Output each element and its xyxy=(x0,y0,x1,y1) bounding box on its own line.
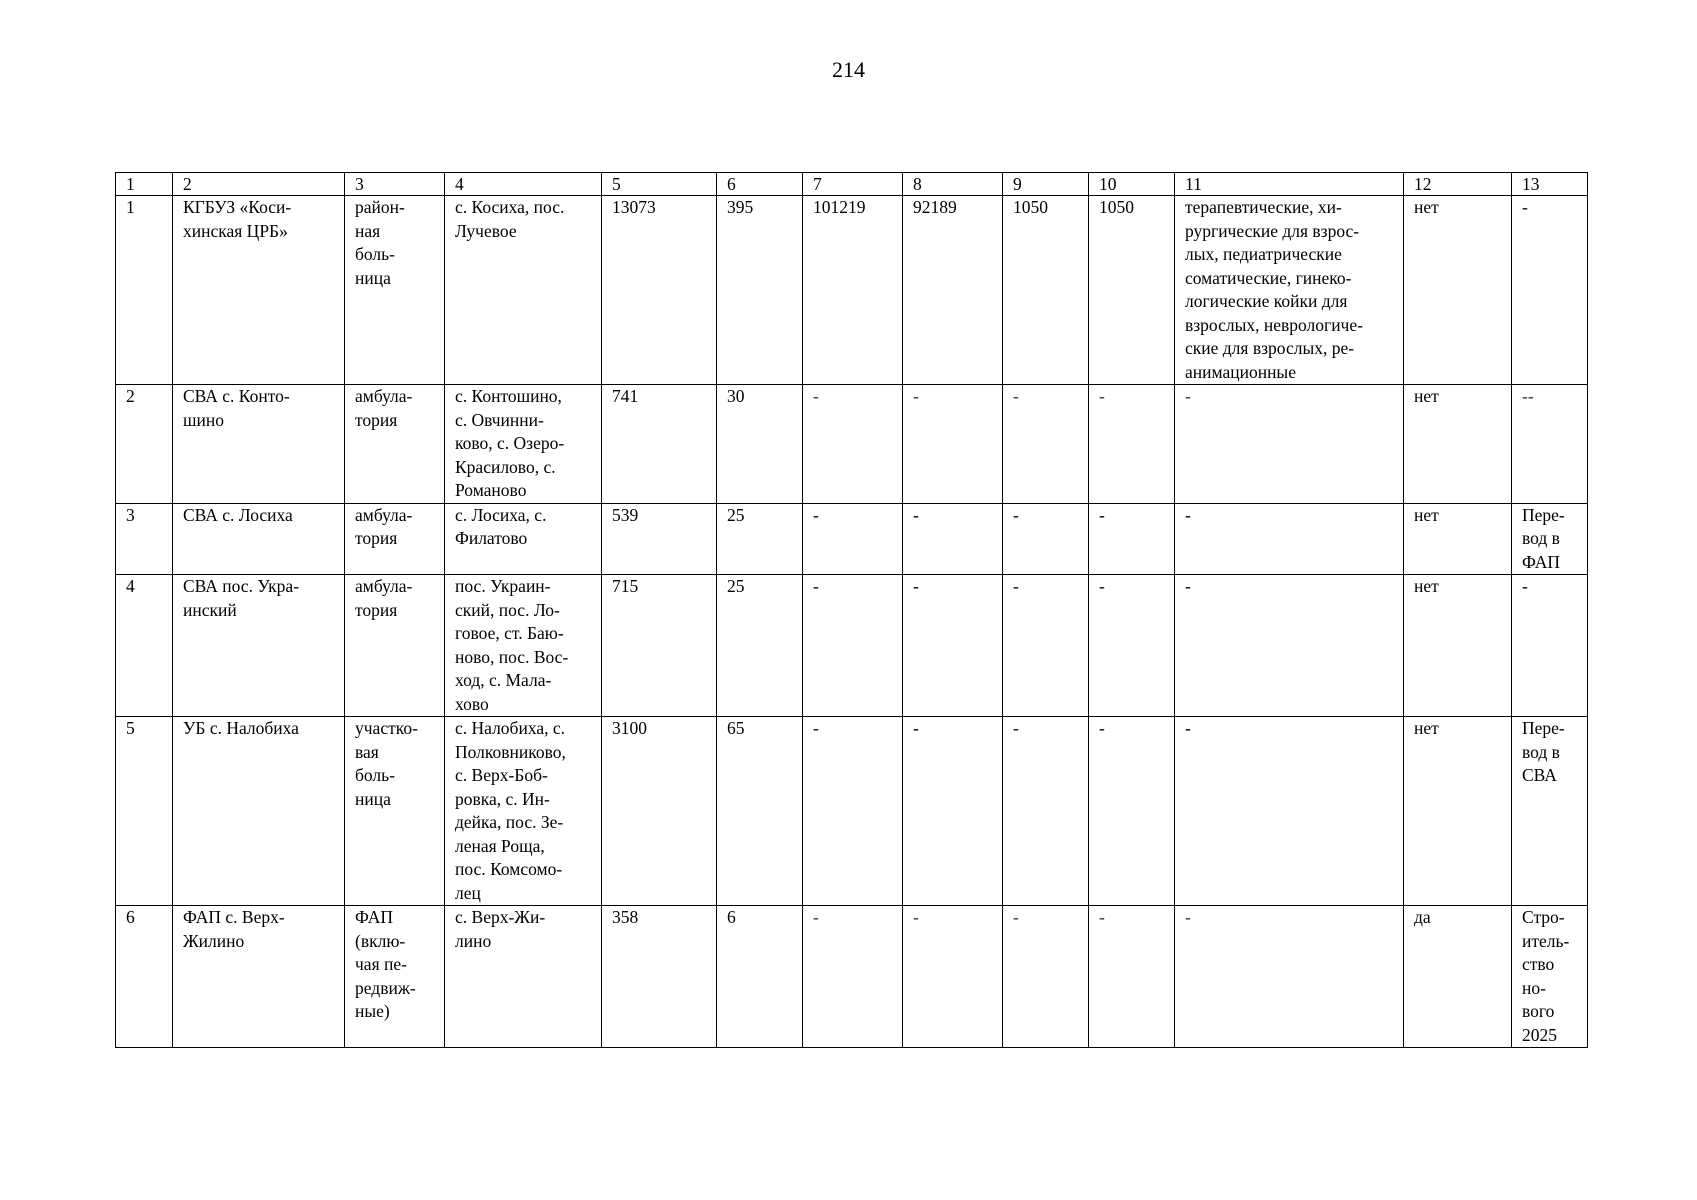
settlements-cell: с. Косиха, пос. Лучевое xyxy=(445,196,602,385)
column-number-cell: 2 xyxy=(173,173,345,196)
value-cell-12: нет xyxy=(1404,717,1512,906)
row-number-cell: 3 xyxy=(116,503,173,575)
bed-profiles-cell: - xyxy=(1175,385,1404,504)
value-cell-10: - xyxy=(1089,385,1175,504)
value-cell-8: - xyxy=(903,717,1003,906)
value-cell-5: 715 xyxy=(602,575,717,717)
column-number-cell: 10 xyxy=(1089,173,1175,196)
table-row xyxy=(116,385,1588,504)
value-cell-12: да xyxy=(1404,906,1512,1048)
value-cell-10: 1050 xyxy=(1089,196,1175,385)
value-cell-9: 1050 xyxy=(1003,196,1089,385)
value-cell-6: 6 xyxy=(717,906,803,1048)
row-number-cell: 6 xyxy=(116,906,173,1048)
facility-name-cell: СВА с. Конто- шино xyxy=(173,385,345,504)
column-number-cell: 8 xyxy=(903,173,1003,196)
value-cell-7: - xyxy=(803,385,903,504)
value-cell-8: - xyxy=(903,906,1003,1048)
value-cell-13: - xyxy=(1512,575,1588,717)
row-number-cell: 2 xyxy=(116,385,173,504)
bed-profiles-cell: - xyxy=(1175,503,1404,575)
column-number-cell: 11 xyxy=(1175,173,1404,196)
value-cell-13: - xyxy=(1512,196,1588,385)
settlements-cell: пос. Украин- ский, пос. Ло- говое, ст. Баю- ново, пос. Вос- ход, с. Мала- хово xyxy=(445,575,602,717)
value-cell-6: 25 xyxy=(717,575,803,717)
row-number-cell: 1 xyxy=(116,196,173,385)
value-cell-9: - xyxy=(1003,575,1089,717)
table-row xyxy=(116,717,1588,906)
value-cell-10: - xyxy=(1089,717,1175,906)
table-row xyxy=(116,196,1588,385)
value-cell-6: 65 xyxy=(717,717,803,906)
value-cell-7: 101219 xyxy=(803,196,903,385)
facility-type-cell: участко- вая боль- ница xyxy=(345,717,445,906)
value-cell-8: - xyxy=(903,575,1003,717)
value-cell-12: нет xyxy=(1404,503,1512,575)
value-cell-6: 30 xyxy=(717,385,803,504)
value-cell-13: Пере- вод в СВА xyxy=(1512,717,1588,906)
value-cell-13: -- xyxy=(1512,385,1588,504)
value-cell-9: - xyxy=(1003,717,1089,906)
value-cell-7: - xyxy=(803,906,903,1048)
value-cell-10: - xyxy=(1089,906,1175,1048)
facility-type-cell: амбула- тория xyxy=(345,575,445,717)
value-cell-9: - xyxy=(1003,906,1089,1048)
value-cell-13: Пере- вод в ФАП xyxy=(1512,503,1588,575)
value-cell-7: - xyxy=(803,575,903,717)
settlements-cell: с. Верх-Жи- лино xyxy=(445,906,602,1048)
page-number: 214 xyxy=(832,57,865,82)
table-row xyxy=(116,906,1588,1048)
value-cell-5: 358 xyxy=(602,906,717,1048)
value-cell-6: 25 xyxy=(717,503,803,575)
facility-name-cell: СВА с. Лосиха xyxy=(173,503,345,575)
value-cell-5: 539 xyxy=(602,503,717,575)
bed-profiles-cell: терапевтические, хи- рургические для взрос- лых, педиатрические соматические, гинеко- логические койки для взрослых, неврологиче- ские для взрослых, ре- анимационные xyxy=(1175,196,1404,385)
settlements-cell: с. Контошино, с. Овчинни- ково, с. Озеро- Красилово, с. Романово xyxy=(445,385,602,504)
facility-type-cell: амбула- тория xyxy=(345,385,445,504)
facility-name-cell: УБ с. Налобиха xyxy=(173,717,345,906)
facility-name-cell: КГБУЗ «Коси- хинская ЦРБ» xyxy=(173,196,345,385)
value-cell-5: 13073 xyxy=(602,196,717,385)
table-row xyxy=(116,503,1588,575)
table-row xyxy=(116,575,1588,717)
column-number-cell: 5 xyxy=(602,173,717,196)
column-number-cell: 1 xyxy=(116,173,173,196)
table-body xyxy=(116,173,1588,1048)
facility-type-cell: ФАП (вклю- чая пе- редвиж- ные) xyxy=(345,906,445,1048)
facilities-table xyxy=(115,172,1588,1048)
value-cell-5: 741 xyxy=(602,385,717,504)
column-number-cell: 6 xyxy=(717,173,803,196)
settlements-cell: с. Налобиха, с. Полковниково, с. Верх-Боб- ровка, с. Ин- дейка, пос. Зе- леная Роща, пос. Комсомо- лец xyxy=(445,717,602,906)
value-cell-9: - xyxy=(1003,503,1089,575)
value-cell-12: нет xyxy=(1404,385,1512,504)
column-number-cell: 12 xyxy=(1404,173,1512,196)
column-number-row xyxy=(116,173,1588,196)
value-cell-6: 395 xyxy=(717,196,803,385)
value-cell-10: - xyxy=(1089,503,1175,575)
value-cell-8: 92189 xyxy=(903,196,1003,385)
column-number-cell: 3 xyxy=(345,173,445,196)
value-cell-10: - xyxy=(1089,575,1175,717)
value-cell-7: - xyxy=(803,717,903,906)
value-cell-5: 3100 xyxy=(602,717,717,906)
bed-profiles-cell: - xyxy=(1175,717,1404,906)
column-number-cell: 7 xyxy=(803,173,903,196)
value-cell-12: нет xyxy=(1404,575,1512,717)
value-cell-8: - xyxy=(903,503,1003,575)
row-number-cell: 5 xyxy=(116,717,173,906)
column-number-cell: 13 xyxy=(1512,173,1588,196)
bed-profiles-cell: - xyxy=(1175,906,1404,1048)
column-number-cell: 9 xyxy=(1003,173,1089,196)
value-cell-12: нет xyxy=(1404,196,1512,385)
value-cell-9: - xyxy=(1003,385,1089,504)
facility-name-cell: ФАП с. Верх- Жилино xyxy=(173,906,345,1048)
value-cell-8: - xyxy=(903,385,1003,504)
value-cell-13: Стро- итель- ство но- вого 2025 xyxy=(1512,906,1588,1048)
column-number-cell: 4 xyxy=(445,173,602,196)
row-number-cell: 4 xyxy=(116,575,173,717)
facility-name-cell: СВА пос. Укра- инский xyxy=(173,575,345,717)
facility-type-cell: амбула- тория xyxy=(345,503,445,575)
settlements-cell: с. Лосиха, с. Филатово xyxy=(445,503,602,575)
value-cell-7: - xyxy=(803,503,903,575)
bed-profiles-cell: - xyxy=(1175,575,1404,717)
facility-type-cell: район- ная боль- ница xyxy=(345,196,445,385)
